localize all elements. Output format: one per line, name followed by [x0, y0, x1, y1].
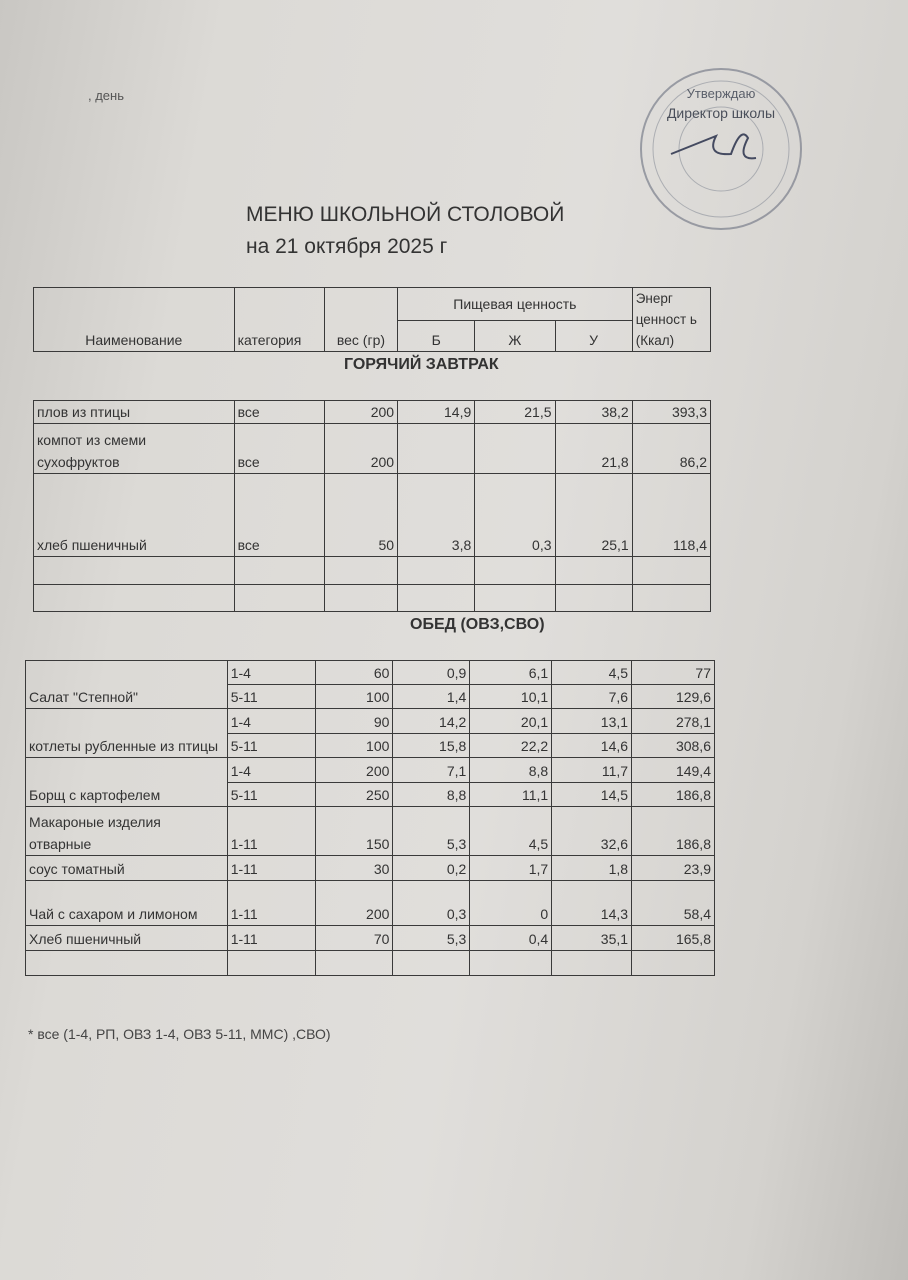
cell-carbs: 21,8 — [555, 424, 632, 474]
table-row — [26, 807, 715, 856]
cell-protein — [393, 951, 470, 976]
page-title: МЕНЮ ШКОЛЬНОЙ СТОЛОВОЙ — [246, 203, 565, 226]
cell-carbs: 4,5 — [552, 661, 632, 685]
cell-energy: 278,1 — [632, 709, 715, 734]
cell-category: все — [234, 474, 324, 557]
cell-weight — [324, 585, 397, 612]
cell-category: 5-11 — [227, 734, 315, 758]
cell-energy: 186,8 — [632, 807, 715, 856]
cell-protein: 14,2 — [393, 709, 470, 734]
table-row — [34, 474, 711, 557]
cell-carbs — [555, 585, 632, 612]
cell-category — [234, 585, 324, 612]
cell-energy — [632, 585, 710, 612]
cell-carbs: 11,7 — [552, 758, 632, 783]
cell-protein — [398, 585, 475, 612]
cell-weight: 90 — [315, 709, 393, 734]
col-header-carbs: У — [555, 321, 632, 352]
lunch-table — [25, 660, 715, 976]
cell-energy: 149,4 — [632, 758, 715, 783]
table-row — [26, 951, 715, 976]
cell-fat: 8,8 — [470, 758, 552, 783]
cell-weight: 200 — [324, 401, 397, 424]
cell-weight: 200 — [324, 424, 397, 474]
cell-weight: 70 — [315, 926, 393, 951]
cell-weight: 150 — [315, 807, 393, 856]
cell-weight: 50 — [324, 474, 397, 557]
cell-energy: 186,8 — [632, 783, 715, 807]
cell-category: 1-11 — [227, 856, 315, 881]
cell-category: 1-11 — [227, 807, 315, 856]
cell-fat: 4,5 — [470, 807, 552, 856]
cell-fat — [470, 951, 552, 976]
cell-energy: 165,8 — [632, 926, 715, 951]
cell-protein: 15,8 — [393, 734, 470, 758]
cell-name: котлеты рубленные из птицы — [26, 709, 228, 758]
cell-fat: 21,5 — [475, 401, 555, 424]
cell-protein: 0,3 — [393, 881, 470, 926]
cell-weight: 250 — [315, 783, 393, 807]
cell-fat: 1,7 — [470, 856, 552, 881]
cell-fat: 0,3 — [475, 474, 555, 557]
cell-energy: 77 — [632, 661, 715, 685]
cell-protein: 14,9 — [398, 401, 475, 424]
cell-weight — [315, 951, 393, 976]
cell-fat: 22,2 — [470, 734, 552, 758]
col-header-nutrition: Пищевая ценность — [398, 288, 633, 321]
col-header-category: категория — [234, 288, 324, 352]
cell-name — [34, 585, 235, 612]
cell-protein — [398, 424, 475, 474]
table-row — [26, 709, 715, 734]
col-header-protein: Б — [398, 321, 475, 352]
cell-carbs: 14,6 — [552, 734, 632, 758]
cell-energy — [632, 951, 715, 976]
cell-weight: 200 — [315, 758, 393, 783]
cell-category: 1-4 — [227, 709, 315, 734]
cell-fat: 20,1 — [470, 709, 552, 734]
cell-weight — [324, 557, 397, 585]
cell-category: все — [234, 401, 324, 424]
col-header-fat: Ж — [475, 321, 555, 352]
cell-protein — [398, 557, 475, 585]
cell-fat: 0 — [470, 881, 552, 926]
cell-weight: 100 — [315, 734, 393, 758]
cell-protein: 8,8 — [393, 783, 470, 807]
table-row — [26, 758, 715, 783]
cell-energy: 308,6 — [632, 734, 715, 758]
cell-carbs: 14,5 — [552, 783, 632, 807]
cell-energy: 23,9 — [632, 856, 715, 881]
cell-fat — [475, 557, 555, 585]
cell-weight: 60 — [315, 661, 393, 685]
cell-energy: 86,2 — [632, 424, 710, 474]
cell-weight: 200 — [315, 881, 393, 926]
cell-carbs: 35,1 — [552, 926, 632, 951]
cell-category: 1-11 — [227, 926, 315, 951]
cell-carbs: 25,1 — [555, 474, 632, 557]
day-label: , день — [88, 88, 124, 103]
cell-carbs: 13,1 — [552, 709, 632, 734]
cell-protein: 0,2 — [393, 856, 470, 881]
cell-category: 1-4 — [227, 758, 315, 783]
cell-category — [234, 557, 324, 585]
cell-carbs — [555, 557, 632, 585]
lunch-section-title: ОБЕД (ОВЗ,СВО) — [410, 616, 545, 633]
footnote: * все (1-4, РП, ОВЗ 1-4, ОВЗ 5-11, ММС) ,СВО) — [28, 1026, 331, 1042]
cell-carbs: 14,3 — [552, 881, 632, 926]
cell-fat: 10,1 — [470, 685, 552, 709]
cell-category: 1-4 — [227, 661, 315, 685]
cell-category: 1-11 — [227, 881, 315, 926]
table-row — [26, 661, 715, 685]
table-row — [34, 557, 711, 585]
cell-fat — [475, 585, 555, 612]
breakfast-table — [33, 400, 711, 612]
cell-weight: 100 — [315, 685, 393, 709]
cell-carbs: 7,6 — [552, 685, 632, 709]
table-row — [34, 585, 711, 612]
cell-category: 5-11 — [227, 685, 315, 709]
cell-name: Макароные изделия отварные — [26, 807, 228, 856]
svg-text:Директор школы: Директор школы — [666, 105, 776, 121]
cell-name: Салат "Степной" — [26, 661, 228, 709]
breakfast-section-title: ГОРЯЧИЙ ЗАВТРАК — [344, 356, 499, 373]
cell-carbs: 1,8 — [552, 856, 632, 881]
cell-fat: 6,1 — [470, 661, 552, 685]
cell-energy — [632, 557, 710, 585]
cell-carbs: 38,2 — [555, 401, 632, 424]
table-row — [34, 424, 711, 474]
svg-text:Утверждаю: Утверждаю — [686, 86, 756, 101]
cell-energy: 393,3 — [632, 401, 710, 424]
cell-name: соус томатный — [26, 856, 228, 881]
cell-name: Чай с сахаром и лимоном — [26, 881, 228, 926]
cell-protein: 3,8 — [398, 474, 475, 557]
col-header-weight: вес (гр) — [324, 288, 397, 352]
cell-name — [26, 951, 228, 976]
cell-protein: 1,4 — [393, 685, 470, 709]
cell-protein: 5,3 — [393, 807, 470, 856]
table-row — [26, 881, 715, 926]
cell-weight: 30 — [315, 856, 393, 881]
col-header-energy: Энерг ценност ь (Ккал) — [632, 288, 710, 352]
cell-category: все — [234, 424, 324, 474]
cell-protein: 5,3 — [393, 926, 470, 951]
cell-name: Борщ с картофелем — [26, 758, 228, 807]
cell-carbs: 32,6 — [552, 807, 632, 856]
cell-protein: 0,9 — [393, 661, 470, 685]
approval-stamp — [636, 66, 806, 232]
cell-name: хлеб пшеничный — [34, 474, 235, 557]
cell-energy: 118,4 — [632, 474, 710, 557]
col-header-name: Наименование — [34, 288, 235, 352]
cell-name: плов из птицы — [34, 401, 235, 424]
cell-category: 5-11 — [227, 783, 315, 807]
cell-fat — [475, 424, 555, 474]
cell-energy: 129,6 — [632, 685, 715, 709]
page-date: на 21 октября 2025 г — [246, 235, 448, 258]
cell-name: компот из смеми сухофруктов — [34, 424, 235, 474]
cell-category — [227, 951, 315, 976]
table-row — [26, 856, 715, 881]
cell-energy: 58,4 — [632, 881, 715, 926]
menu-header-table — [33, 287, 711, 352]
cell-name — [34, 557, 235, 585]
cell-fat: 0,4 — [470, 926, 552, 951]
cell-name: Хлеб пшеничный — [26, 926, 228, 951]
cell-carbs — [552, 951, 632, 976]
cell-protein: 7,1 — [393, 758, 470, 783]
cell-fat: 11,1 — [470, 783, 552, 807]
table-row — [34, 401, 711, 424]
table-row — [26, 926, 715, 951]
